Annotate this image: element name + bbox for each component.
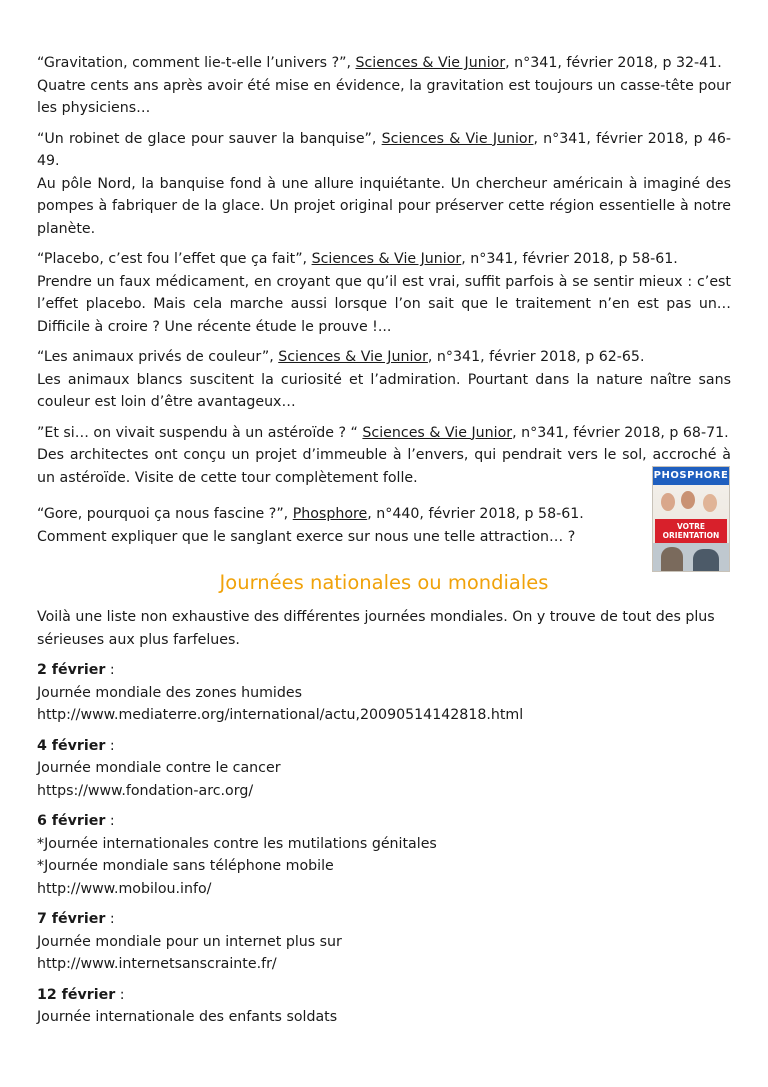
article-summary: Comment expliquer que le sanglant exerce sur nous une telle attraction… ? xyxy=(37,528,576,545)
cover-people xyxy=(653,543,729,571)
day-date: 6 février xyxy=(37,813,106,829)
day-entry: 12 février : Journée internationale des enfants soldats xyxy=(37,986,338,1025)
day-line: Journée mondiale des zones humides xyxy=(37,684,302,701)
article-details: , n°341, février 2018, p 32-41. xyxy=(505,55,722,71)
day-line: *Journée internationales contre les mutilations génitales xyxy=(37,835,437,852)
magazine-name: Sciences & Vie Junior xyxy=(362,424,513,441)
article-title: ”Et si… on vivait suspendu à un astéroïde ? “ xyxy=(37,424,363,441)
article-title: “Placebo, c’est fou l’effet que ça fait”, xyxy=(37,251,312,267)
phosphore-cover-image xyxy=(652,466,730,572)
day-date: 2 février xyxy=(37,662,106,678)
article-summary: Quatre cents ans après avoir été mise en évidence, la gravitation est toujours un casse-tête pour les physiciens… xyxy=(37,77,731,116)
cover-brand: PHOSPHORE xyxy=(653,467,729,485)
article-entry xyxy=(37,503,731,548)
article-entry xyxy=(37,128,731,241)
day-line: *Journée mondiale sans téléphone mobile xyxy=(37,858,334,874)
day-link[interactable]: http://www.mediaterre.org/international/actu,20090514142818.html xyxy=(37,707,524,723)
article-summary: Prendre un faux médicament, en croyant que qu’il est vrai, suffit parfois à se sentir mieux : c’est l’effet placebo. Mais cela marche aussi lorsque l’on sait que le traitement n’en est pas un… Difficile à croire ? Une récente étude le prouve !... xyxy=(37,273,731,335)
article-entry xyxy=(37,52,731,120)
article-details: , n°341, février 2018, p 58-61. xyxy=(461,251,678,267)
day-date: 12 février xyxy=(37,986,116,1003)
section-intro: Voilà une liste non exhaustive des différentes journées mondiales. On y trouve de tout des plus sérieuses aux plus farfelues. xyxy=(37,609,715,648)
article-details: , n°440, février 2018, p 58-61. xyxy=(367,506,584,522)
day-entry: 7 février : Journée mondiale pour un internet plus sur http://www.internetsanscrainte.fr/ xyxy=(37,911,342,972)
article-entry xyxy=(37,346,731,414)
article-entry xyxy=(37,248,731,338)
magazine-name: Sciences & Vie Junior xyxy=(278,349,428,365)
day-entry: 4 février : Journée mondiale contre le cancer https://www.fondation-arc.org/ xyxy=(37,737,281,799)
day-entry: 6 février : *Journée internationales contre les mutilations génitales *Journée mondiale sans téléphone mobile http://www.mobilou.info/ xyxy=(37,813,437,897)
article-title: “Les animaux privés de couleur”, xyxy=(37,349,279,365)
magazine-name: Sciences & Vie Junior xyxy=(311,251,462,267)
magazine-name: Phosphore xyxy=(292,506,368,522)
article-summary: Des architectes ont conçu un projet d’immeuble à l’envers, qui pendrait vers le sol, accroché à un astéroïde. Visite de cette tour complètement folle. xyxy=(37,447,731,486)
day-date: 4 février xyxy=(37,737,106,754)
cover-photo xyxy=(659,489,723,515)
day-entry: 2 février : Journée mondiale des zones humides http://www.mediaterre.org/international/actu,20090514142818.html xyxy=(37,662,524,723)
magazine-name: Sciences & Vie Junior xyxy=(381,130,534,147)
magazine-name: Sciences & Vie Junior xyxy=(355,55,506,71)
article-details: , n°341, février 2018, p 68-71. xyxy=(512,424,729,441)
day-line: Journée internationale des enfants soldats xyxy=(37,1009,338,1025)
day-link[interactable]: https://www.fondation-arc.org/ xyxy=(37,782,254,799)
day-date: 7 février xyxy=(37,911,106,927)
day-link[interactable]: http://www.internetsanscrainte.fr/ xyxy=(37,956,277,972)
section-title: Journées nationales ou mondiales xyxy=(219,571,549,594)
article-title: “Gravitation, comment lie-t-elle l’univers ?”, xyxy=(37,55,356,71)
article-details: , n°341, février 2018, p 62-65. xyxy=(427,349,645,365)
article-entry xyxy=(37,422,731,490)
cover-headline: VOTRE ORIENTATION xyxy=(655,519,727,543)
article-details: , n°341, février 2018, p 46-49. xyxy=(37,130,732,169)
article-title: “Un robinet de glace pour sauver la banquise”, xyxy=(37,130,382,147)
day-line: Journée mondiale pour un internet plus sur xyxy=(37,933,342,950)
article-title: “Gore, pourquoi ça nous fascine ?”, xyxy=(37,506,293,522)
day-link[interactable]: http://www.mobilou.info/ xyxy=(37,880,212,897)
article-summary: Les animaux blancs suscitent la curiosité et l’admiration. Pourtant dans la nature naître sans couleur est loin d’être avantageux… xyxy=(37,371,731,410)
article-summary: Au pôle Nord, la banquise fond à une allure inquiétante. Un chercheur américain à imaginé des pompes à fabriquer de la glace. Un projet original pour préserver cette région essentielle à notre planète. xyxy=(37,175,731,237)
content xyxy=(37,52,731,1037)
day-line: Journée mondiale contre le cancer xyxy=(37,760,281,776)
